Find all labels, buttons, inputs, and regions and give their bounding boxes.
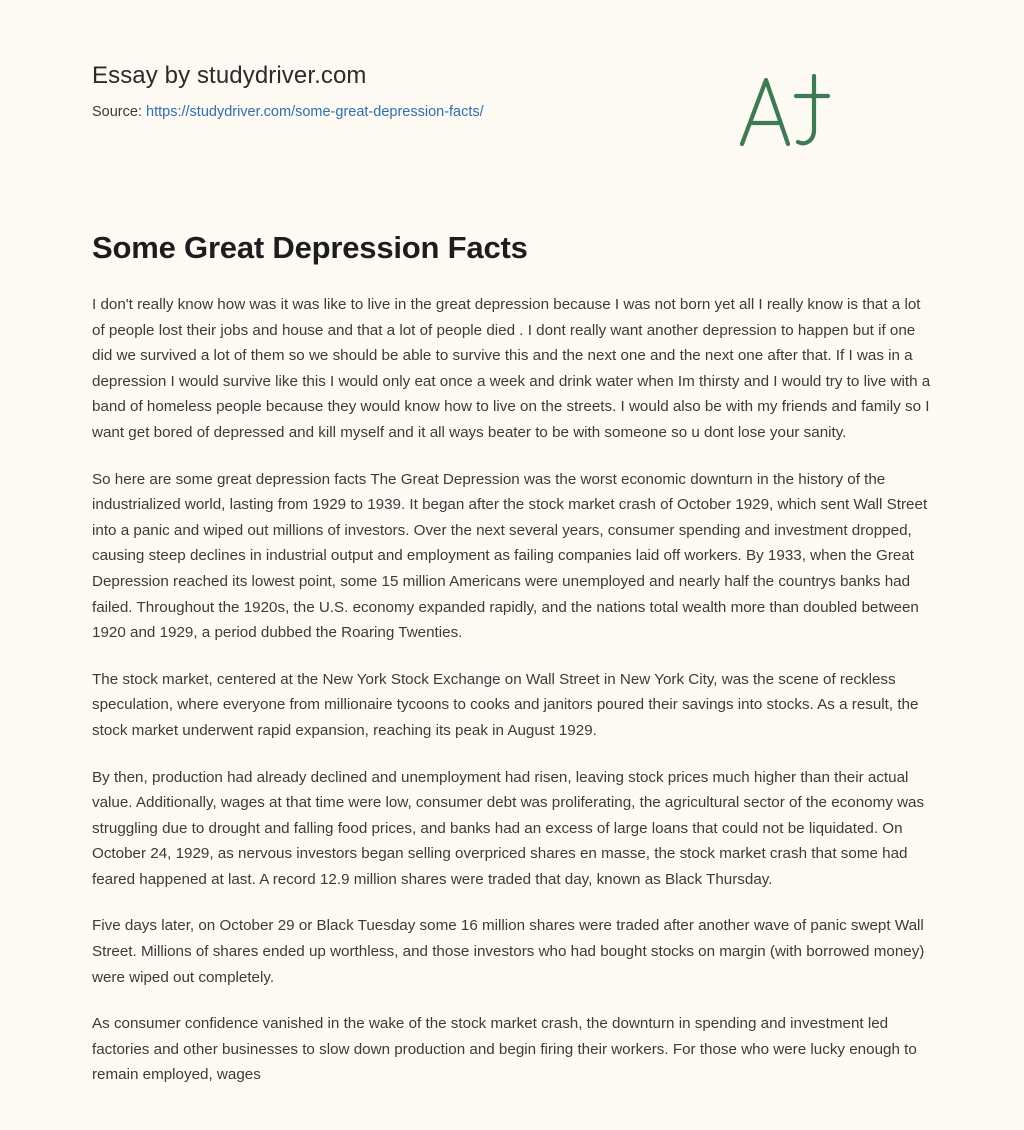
byline-prefix: Essay by	[92, 62, 191, 89]
paragraph: Five days later, on October 29 or Black Tuesday some 16 million shares were traded after another wave of panic swept Wall Street. Millions of shares ended up worthless, and those investors who had bought stocks on margin (with borrowed money) were wiped out completely.	[92, 917, 925, 986]
paragraph: So here are some great depression facts The Great Depression was the worst economic downturn in the history of the industrialized world, lasting from 1929 to 1939. It began after the stock market crash of October 1929, which sent Wall Street into a panic and wiped out millions of investors. Over the next several years, consumer spending and investment dropped, causing steep declines in industrial output and employment as failing companies laid off workers. By 1933, when the Great Depression reached its lowest point, some 15 million Americans were unemployed and nearly half the countrys banks had failed. Throughout the 1920s, the U.S. economy expanded rapidly, and the nations total wealth more than doubled between 1920 and 1929, a period dubbed the Roaring Twenties.	[92, 470, 928, 642]
brand-name: studydriver.com	[196, 62, 367, 89]
paragraph: By then, production had already declined and unemployment had risen, leaving stock prices much higher than their actual value. Additionally, wages at that time were low, consumer debt was proliferating, the agricultural sector of the economy was struggling due to drought and falling food prices, and banks had an excess of large loans that could not be liquidated. On October 24, 1929, as nervous investors began selling overpriced shares en masse, the stock market crash that some had feared happened at last. A record 12.9 million shares were traded that day, known as Black Thursday.	[92, 768, 925, 888]
studydriver-logo-icon	[730, 66, 840, 152]
source-url-link[interactable]: https://studydriver.com/some-great-depression-facts/	[146, 104, 484, 120]
article-body	[92, 266, 932, 1088]
source-label: Source:	[92, 104, 142, 120]
paragraph: The stock market, centered at the New York Stock Exchange on Wall Street in New York City, was the scene of reckless speculation, where everyone from millionaire tycoons to cooks and janitors poured their savings into stocks. As a result, the stock market underwent rapid expansion, reaching its peak in August 1929.	[92, 670, 919, 739]
document-header	[92, 0, 932, 120]
paragraph: As consumer confidence vanished in the wake of the stock market crash, the downturn in spending and investment led factories and other businesses to slow down production and begin firing their workers. For those who were lucky enough to remain employed, wages	[92, 1015, 917, 1084]
paragraph: I don't really know how was it was like to live in the great depression because I was not born yet all I really know is that a lot of people lost their jobs and house and that a lot of people died . I dont really want another depression to happen but if one did we survived a lot of them so we should be able to survive this and the next one and the next one after that. If I was in a depression I would survive like this I would only eat once a week and drink water when Im thirsty and I would try to live with a band of homeless people because they would know how to live on the streets. I would also be with my friends and family so I want get bored of depressed and kill myself and it all ways beater to be with someone so u dont lose your sanity.	[92, 296, 931, 441]
page-title: Some Great Depression Facts	[92, 230, 528, 265]
